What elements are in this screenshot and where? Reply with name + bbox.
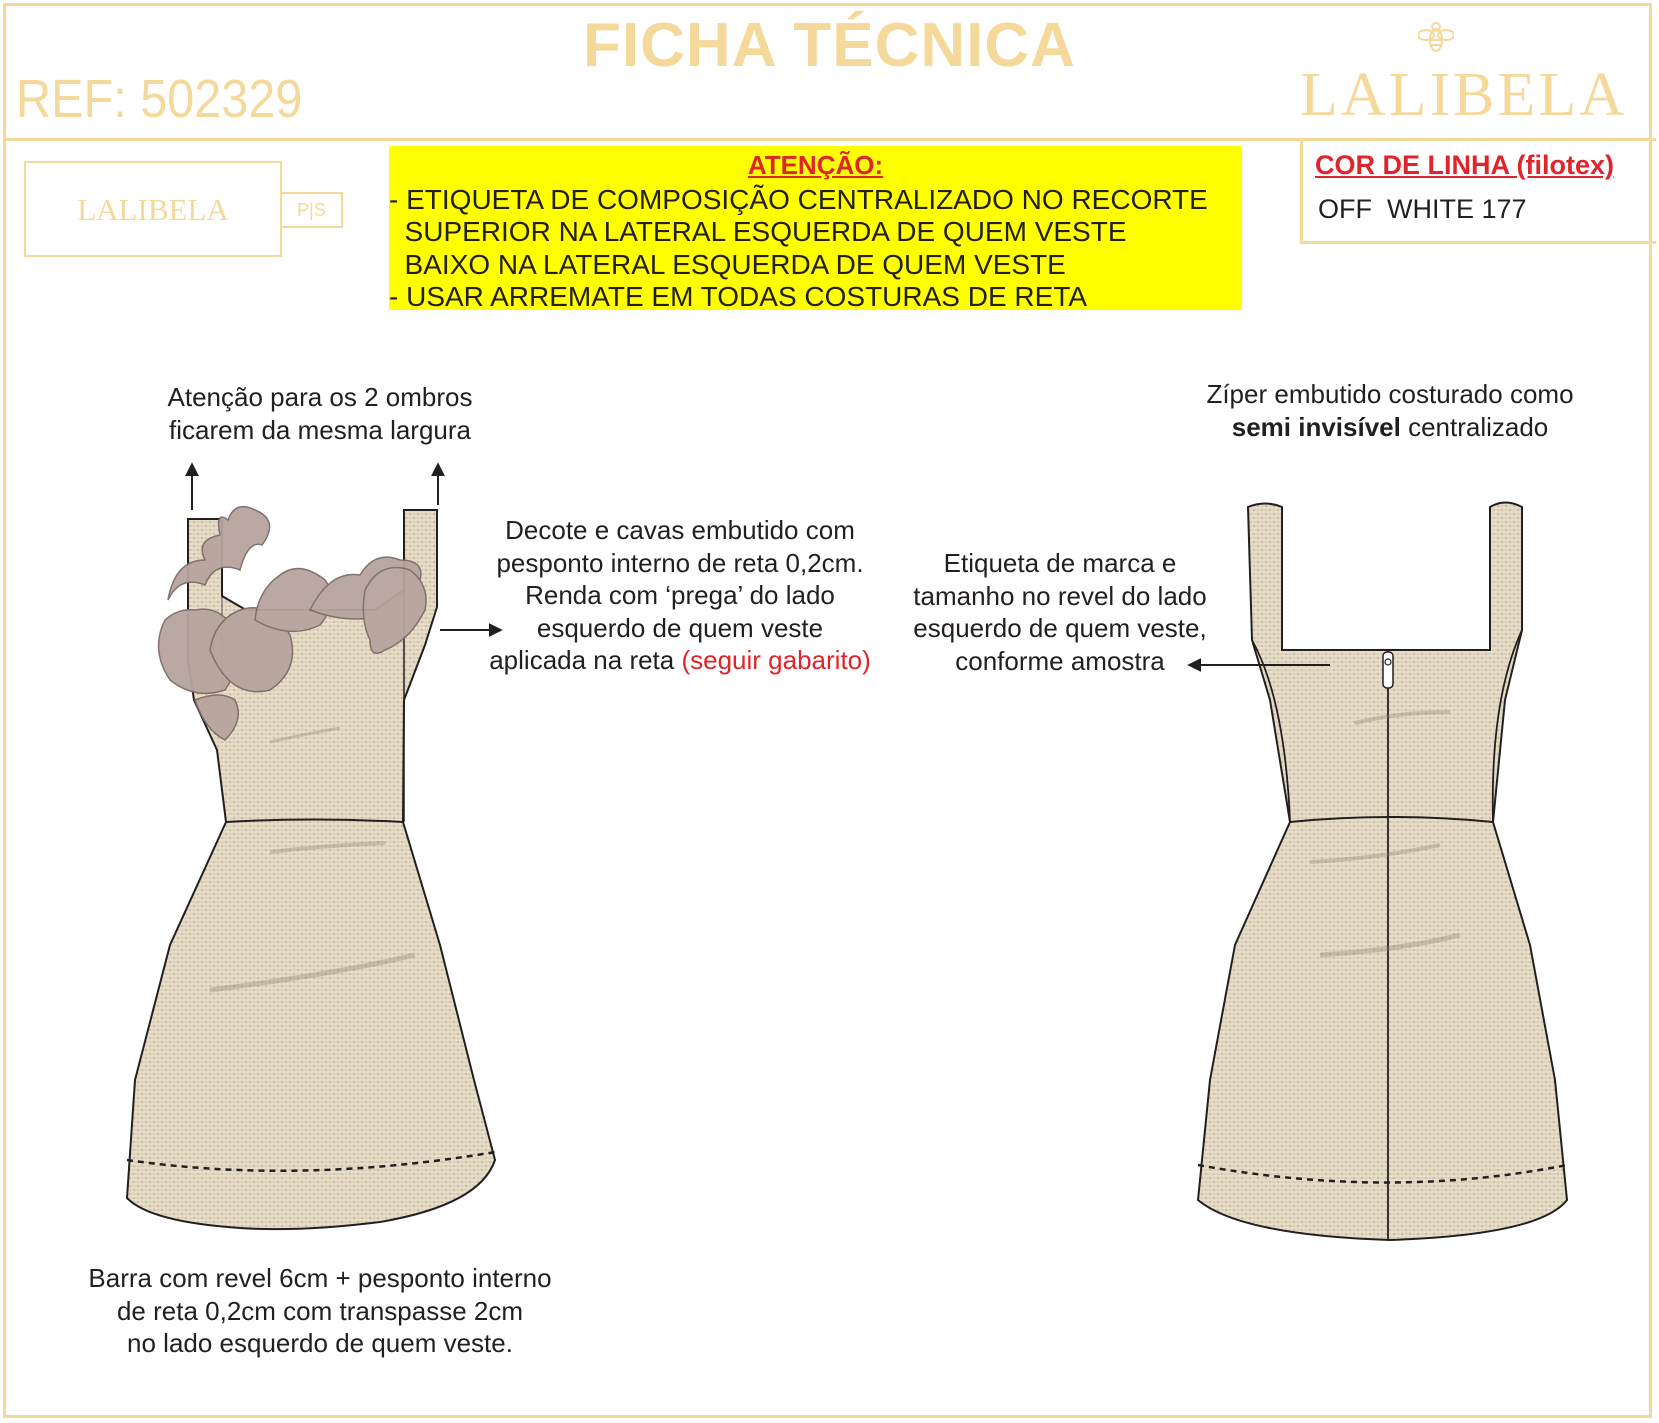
attention-title: ATENÇÃO: xyxy=(747,150,884,180)
attention-line: - ETIQUETA DE COMPOSIÇÃO CENTRALIZADO NO RECORTE xyxy=(389,184,1208,215)
front-dress-drawing xyxy=(127,465,500,1229)
attention-line: BAIXO NA LATERAL ESQUERDA DE QUEM VESTE xyxy=(389,249,1066,280)
hem-note: Barra com revel 6cm + pesponto interno de reta 0,2cm com transpasse 2cm no lado esquerdo de quem veste. xyxy=(88,1263,552,1358)
attention-line: SUPERIOR NA LATERAL ESQUERDA DE QUEM VESTE xyxy=(389,216,1127,247)
neckline-note: Decote e cavas embutido com pesponto interno de reta 0,2cm. Renda com ‘prega’ do lado esquerdo de quem veste aplicada na reta (seguir gabarito) xyxy=(489,515,871,675)
size-tag: P|S xyxy=(280,192,343,228)
attention-line: - USAR ARREMATE EM TODAS COSTURAS DE RETA xyxy=(389,281,1088,312)
brand-label-note: Etiqueta de marca e tamanho no revel do lado esquerdo de quem veste, conforme amostra xyxy=(913,548,1207,676)
reference-code: REF: 502329 xyxy=(16,69,303,129)
zipper-pull-icon xyxy=(1383,652,1393,688)
page-title: FICHA TÉCNICA xyxy=(583,11,1076,80)
thread-color-title: COR DE LINHA (filotex) xyxy=(1315,150,1614,180)
brand-logo: LALIBELA xyxy=(1300,61,1628,129)
thread-color-value: OFF WHITE 177 xyxy=(1318,194,1527,224)
shoulders-note: Atenção para os 2 ombros ficarem da mesma largura xyxy=(167,382,473,445)
label-brand-text: LALIBELA xyxy=(77,192,229,227)
back-dress-drawing xyxy=(1190,503,1567,1241)
zipper-note: Zíper embutido costurado como semi invisível centralizado xyxy=(1206,379,1574,442)
